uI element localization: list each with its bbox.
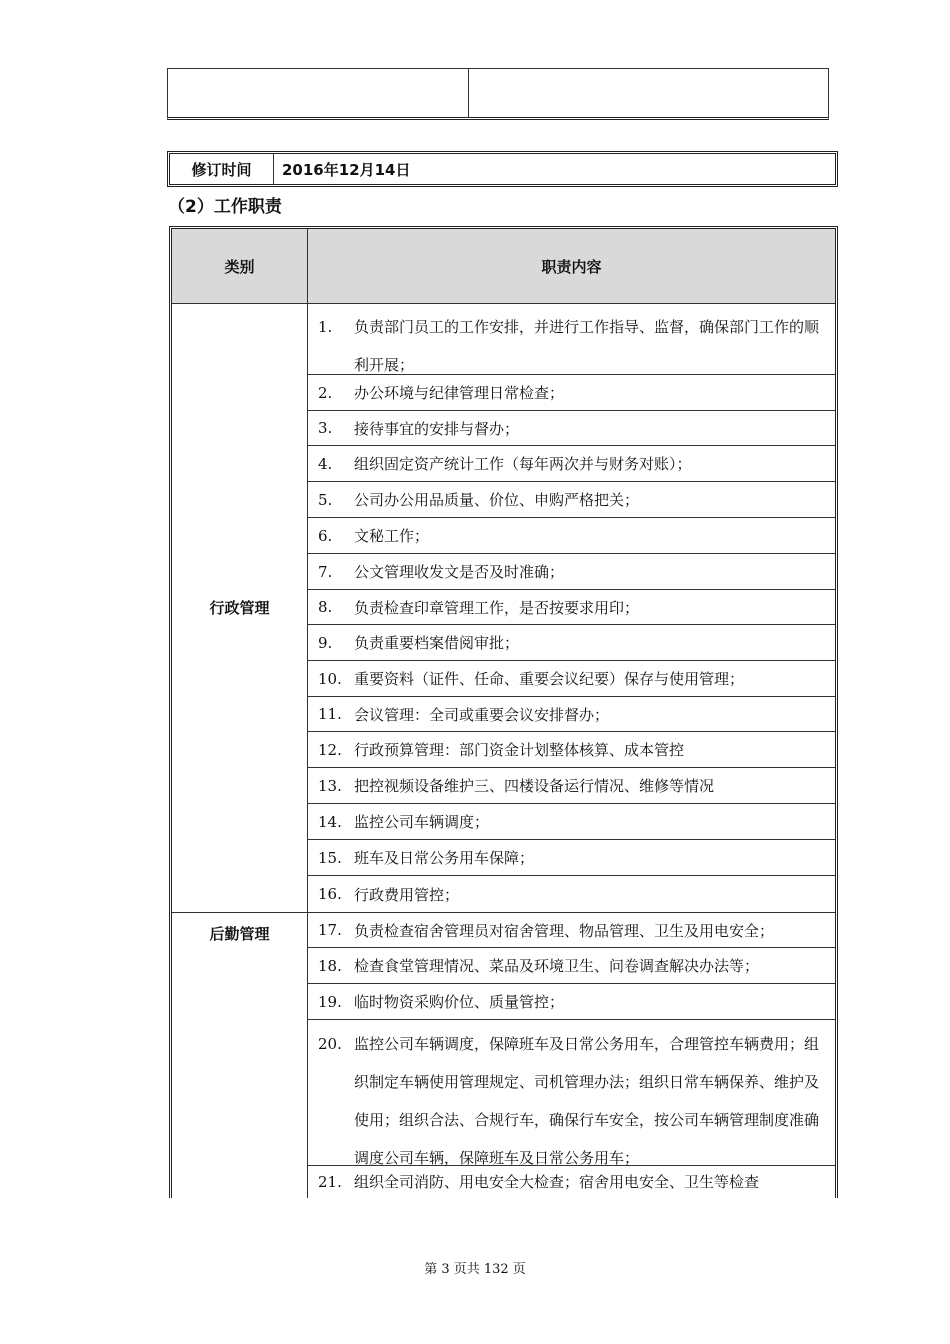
- row-text: 临时物资采购价位、质量管控；: [354, 993, 565, 1011]
- table-row: [308, 661, 835, 697]
- blank-header-table: [167, 68, 829, 120]
- row-number: 2.: [318, 383, 333, 402]
- row-text: 检查食堂管理情况、菜品及环境卫生、问卷调查解决办法等；: [354, 957, 760, 975]
- row-text: 公司办公用品质量、价位、申购严格把关；: [354, 491, 640, 509]
- row-text: 监控公司车辆调度；: [354, 813, 490, 831]
- category-admin: 行政管理: [172, 303, 307, 913]
- row-number: 5.: [318, 490, 333, 509]
- table-row: [308, 913, 835, 948]
- table-row: [308, 768, 835, 804]
- table-row: [308, 554, 835, 590]
- row-number: 17.: [318, 921, 342, 939]
- row-text: 组织全司消防、用电安全大检查；宿舍用电安全、卫生等检查: [354, 1173, 760, 1191]
- table-row: [308, 840, 835, 876]
- row-number: 18.: [318, 956, 342, 975]
- table-row: [308, 732, 835, 768]
- table-row: [308, 375, 835, 411]
- table-row: [308, 590, 835, 625]
- table-row: [308, 804, 835, 840]
- row-number: 1.: [318, 318, 333, 336]
- row-text: 组织固定资产统计工作（每年两次并与财务对账）；: [354, 455, 692, 473]
- row-number: 4.: [318, 454, 333, 473]
- row-text: 班车及日常公务用车保障；: [354, 849, 535, 867]
- row-text: 负责重要档案借阅审批；: [354, 634, 520, 652]
- row-number: 7.: [318, 562, 333, 581]
- row-text: 会议管理：全司或重要会议安排督办；: [354, 705, 610, 724]
- header-category: 类别: [172, 229, 308, 303]
- row-number: 21.: [318, 1173, 342, 1191]
- row-number: 3.: [318, 419, 333, 437]
- table-row: [308, 482, 835, 518]
- row-text: 文秘工作；: [354, 527, 430, 545]
- row-text: 监控公司车辆调度，保障班车及日常公务用车，合理管控车辆费用；组织制定车辆使用管理规定、司机管理办法；组织日常车辆保养、维护及使用；组织合法、合规行车，确保行车安全，按公司车辆管理制度准确调度公司车辆，保障班车及日常公务用车；: [354, 1035, 820, 1167]
- blank-cell-right: [469, 69, 828, 117]
- table-row: [308, 697, 835, 732]
- table-row: [308, 984, 835, 1020]
- table-row: [308, 303, 835, 375]
- table-header: [172, 229, 835, 304]
- row-number: 15.: [318, 848, 342, 867]
- table-row: [308, 411, 835, 446]
- row-number: 8.: [318, 598, 333, 616]
- revision-label: 修订时间: [170, 154, 274, 184]
- row-number: 20.: [318, 1035, 342, 1053]
- revision-value: 2016年12月14日: [282, 160, 411, 179]
- blank-cell-left: [168, 69, 469, 117]
- row-number: 6.: [318, 526, 333, 545]
- row-number: 13.: [318, 776, 342, 795]
- row-number: 9.: [318, 633, 333, 652]
- row-text: 行政费用管控；: [354, 885, 460, 904]
- row-number: 10.: [318, 669, 342, 688]
- duty-table: [169, 226, 838, 1198]
- row-text: 重要资料（证件、任命、重要会议纪要）保存与使用管理；: [354, 670, 745, 688]
- table-row: [308, 446, 835, 482]
- row-text: 负责检查印章管理工作，是否按要求用印；: [354, 598, 640, 617]
- table-row: [308, 625, 835, 661]
- row-text: 把控视频设备维护三、四楼设备运行情况、维修等情况: [354, 777, 715, 795]
- row-text: 接待事宜的安排与督办；: [354, 419, 520, 438]
- table-row: [308, 1020, 835, 1166]
- row-number: 11.: [318, 705, 342, 723]
- duty-rows: [308, 303, 835, 1198]
- row-text: 负责部门员工的工作安排，并进行工作指导、监督，确保部门工作的顺利开展；: [354, 318, 820, 374]
- category-logistics: 后勤管理: [209, 925, 270, 943]
- row-text: 负责检查宿舍管理员对宿舍管理、物品管理、卫生及用电安全；: [354, 921, 775, 940]
- page-footer: 第 3 页共 132 页: [424, 1262, 526, 1277]
- table-row: [308, 876, 835, 913]
- table-row: [308, 948, 835, 984]
- row-number: 16.: [318, 885, 342, 903]
- section-title: （2）工作职责: [168, 197, 282, 217]
- category-column: [172, 303, 308, 1198]
- row-number: 19.: [318, 992, 342, 1011]
- row-text: 办公环境与纪律管理日常检查；: [354, 384, 565, 402]
- row-number: 12.: [318, 740, 342, 759]
- row-text: 公文管理收发文是否及时准确；: [354, 563, 565, 581]
- row-number: 14.: [318, 812, 342, 831]
- revision-table: [167, 151, 838, 187]
- table-row: [308, 518, 835, 554]
- table-row: [308, 1166, 835, 1201]
- header-content: 职责内容: [541, 257, 602, 276]
- row-text: 行政预算管理：部门资金计划整体核算、成本管控: [354, 741, 685, 759]
